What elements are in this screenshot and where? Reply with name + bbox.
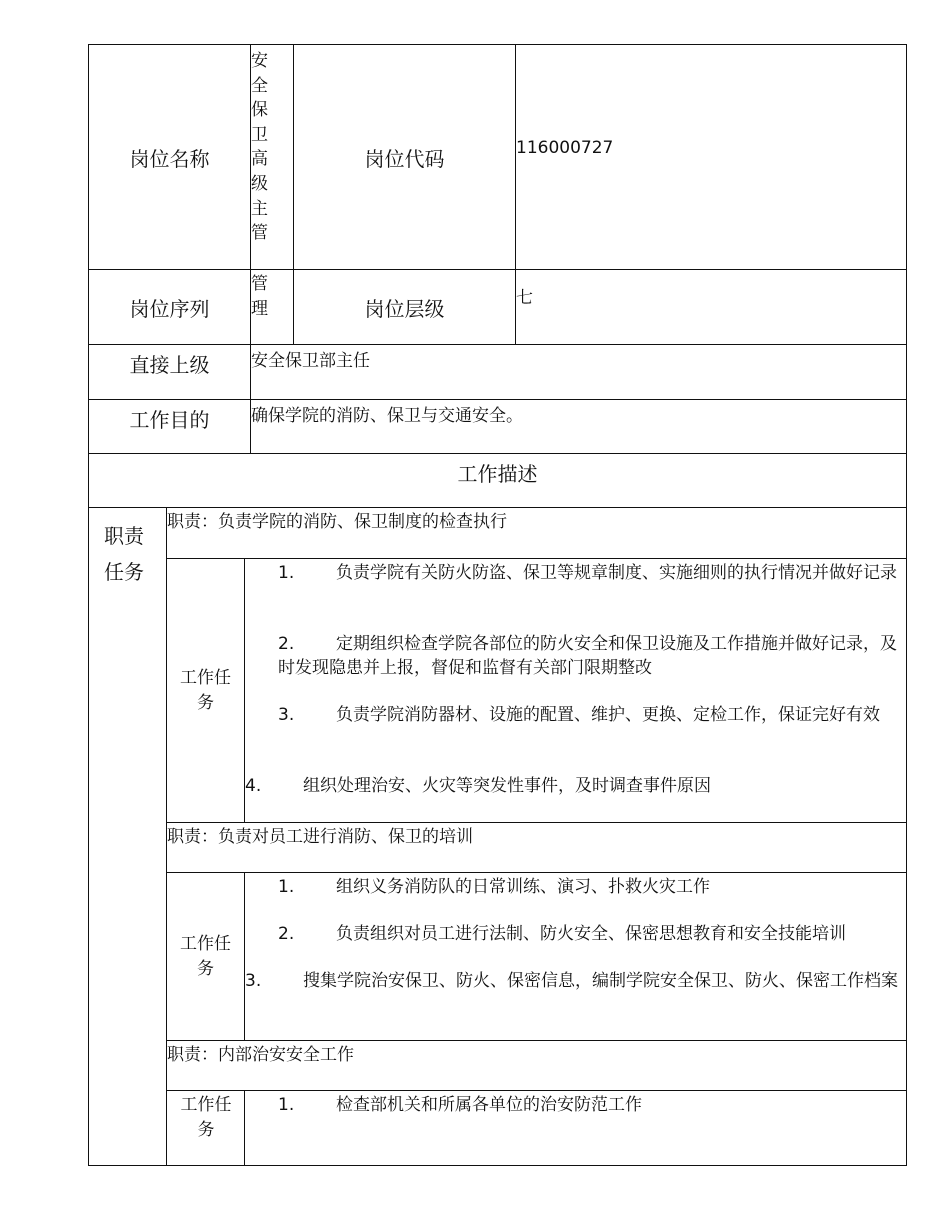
task-list — [244, 558, 907, 823]
task-item — [245, 969, 898, 993]
task-text: 检查部机关和所属各单位的治安防范工作 — [336, 1095, 642, 1115]
task-text: 负责学院消防器材、设施的配置、维护、更换、定检工作，保证完好有效 — [336, 705, 880, 725]
purpose-label: 工作目的 — [129, 408, 210, 432]
superior-label-cell — [88, 344, 251, 400]
task-label-cell — [166, 1090, 245, 1166]
task-item — [245, 875, 898, 899]
task-item — [245, 774, 898, 798]
task-number: 3. — [278, 705, 295, 725]
duty-title: 职责：负责学院的消防、保卫制度的检查执行 — [167, 512, 507, 532]
description-title: 工作描述 — [457, 462, 538, 486]
task-number: 1. — [278, 563, 295, 583]
description-title-cell — [88, 453, 907, 508]
post-level-label: 岗位层级 — [364, 296, 445, 321]
purpose-value: 确保学院的消防、保卫与交通安全。 — [251, 406, 523, 426]
purpose-cell — [250, 399, 907, 454]
task-item — [245, 703, 898, 727]
post-series-cell — [250, 269, 294, 345]
post-level-value: 七 — [516, 288, 533, 308]
purpose-label-cell — [88, 399, 251, 454]
post-series-label: 岗位序列 — [129, 296, 210, 321]
task-label: 工作任务 — [180, 1095, 232, 1140]
superior-value: 安全保卫部主任 — [251, 351, 370, 371]
duty-title-cell — [166, 507, 907, 559]
task-label: 工作任务 — [180, 667, 231, 713]
task-label-cell — [166, 872, 245, 1041]
task-number: 3. — [245, 971, 262, 991]
task-item — [245, 922, 898, 946]
duties-label-cell — [88, 507, 167, 1166]
task-number: 4. — [245, 776, 262, 796]
task-text: 定期组织检查学院各部位的防火安全和保卫设施及工作措施并做好记录，及时发现隐患并上报，督促和监督有关部门限期整改 — [278, 634, 897, 678]
duty-title: 职责：内部治安安全工作 — [167, 1045, 354, 1065]
post-name-value: 安全保卫高级主管 — [251, 51, 268, 244]
duty-title-cell — [166, 1040, 907, 1091]
task-label: 工作任务 — [180, 933, 231, 979]
task-item — [245, 561, 898, 585]
task-item — [245, 632, 898, 680]
task-label-cell — [166, 558, 245, 823]
post-code-label: 岗位代码 — [364, 146, 445, 171]
task-text: 组织义务消防队的日常训练、演习、扑救火灾工作 — [336, 877, 710, 897]
post-name-label: 岗位名称 — [129, 146, 210, 171]
task-number: 1. — [278, 877, 295, 897]
task-number: 2. — [278, 924, 295, 944]
post-level-cell — [515, 269, 907, 345]
task-text: 搜集学院治安保卫、防火、保密信息，编制学院安全保卫、防火、保密工作档案 — [303, 971, 898, 991]
superior-cell — [250, 344, 907, 400]
duties-label: 职责任务 — [104, 524, 144, 584]
task-list — [244, 1090, 907, 1166]
task-list — [244, 872, 907, 1041]
post-name-cell — [250, 44, 294, 270]
task-text: 负责组织对员工进行法制、防火安全、保密思想教育和安全技能培训 — [336, 924, 846, 944]
post-code-label-cell — [293, 44, 516, 270]
task-number: 1. — [278, 1095, 295, 1115]
duty-title: 职责：负责对员工进行消防、保卫的培训 — [167, 827, 473, 847]
task-number: 2. — [278, 634, 295, 654]
duty-title-cell — [166, 822, 907, 873]
post-series-value: 管理 — [251, 274, 268, 319]
superior-label: 直接上级 — [129, 353, 210, 377]
task-item — [245, 1093, 898, 1117]
post-code-value: 116000727 — [516, 138, 614, 158]
task-text: 负责学院有关防火防盗、保卫等规章制度、实施细则的执行情况并做好记录 — [336, 563, 897, 583]
post-level-label-cell — [293, 269, 516, 345]
post-code-cell — [515, 44, 907, 270]
post-series-label-cell — [88, 269, 251, 345]
post-name-label-cell — [88, 44, 251, 270]
task-text: 组织处理治安、火灾等突发性事件，及时调查事件原因 — [303, 776, 711, 796]
